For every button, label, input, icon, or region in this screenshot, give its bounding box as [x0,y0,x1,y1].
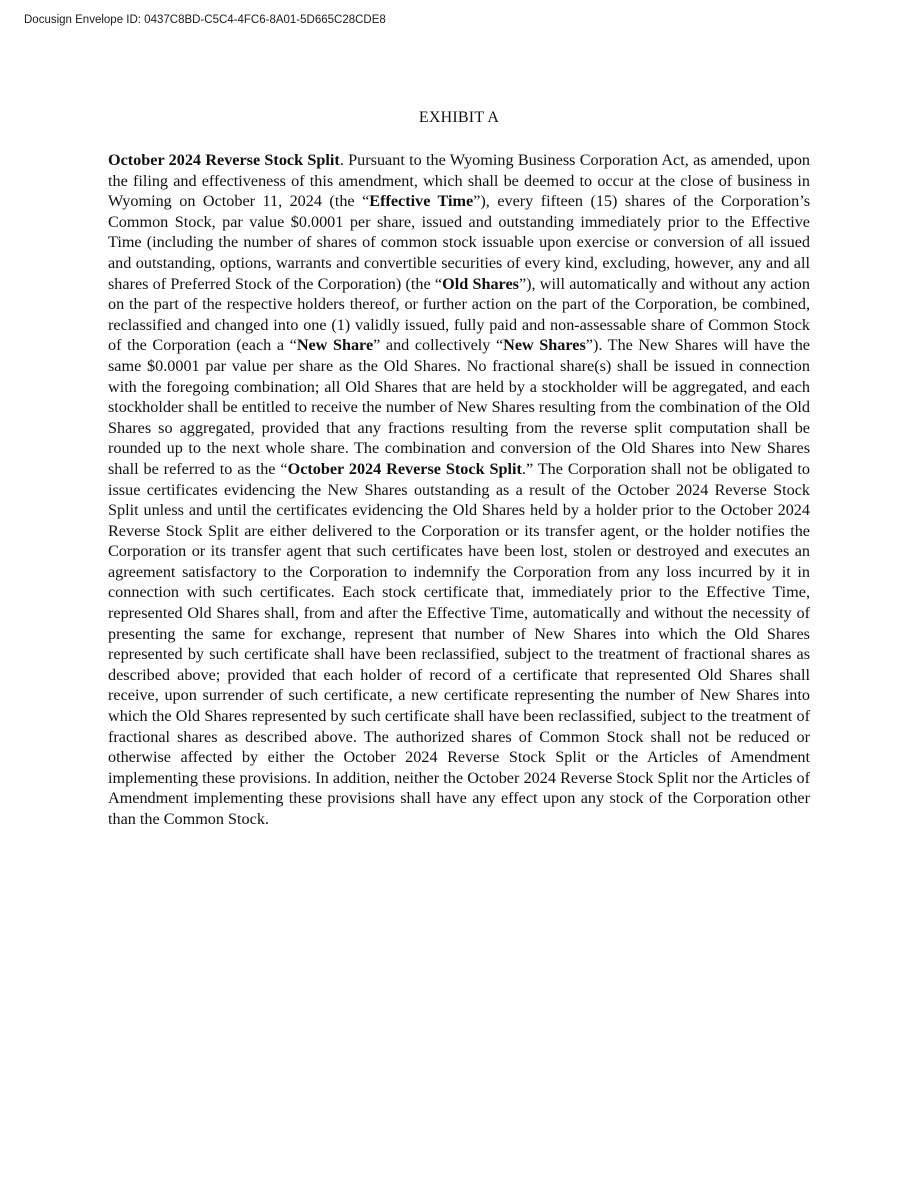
term-new-share: New Share [296,336,374,355]
reverse-split-paragraph [108,150,810,830]
term-old-shares: Old Shares [442,274,519,293]
exhibit-title: EXHIBIT A [418,109,500,126]
paragraph-heading: October 2024 Reverse Stock Split [108,151,340,169]
term-effective-time: Effective Time [369,192,474,211]
term-reverse-stock-split: October 2024 Reverse Stock Split [287,459,522,478]
paragraph-text-5: ”). The New Shares will have the same $0.0001 par value per share as the Old Shares. No fractional share(s) shall be issued in connection with the foregoing combination; all Old Shares that are held by a stockholder will be aggregated, and each stockholder shall be entitled to receive the number of New Shares resulting from the combination of the Old Shares so aggregated, provided that any fractions resulting from the reverse split computation shall be rounded up to the next whole share. The combination and conversion of the Old Shares into New Shares shall be referred to as the “ [108,336,810,478]
paragraph-text-2: ”), every fifteen (15) shares of the Corporation’s Common Stock, par value $0.0001 per share, issued and outstanding immediately prior to the Effective Time (including the number of shares of common stock issuable upon exercise or conversion of all issued and outstanding, options, warrants and convertible securities of every kind, excluding, however, any and all shares of Preferred Stock of the Corporation) (the “ [108,192,811,293]
docusign-envelope-id: Docusign Envelope ID: 0437C8BD-C5C4-4FC6-8A01-5D665C28CDE8 [24,14,386,26]
term-new-shares: New Shares [503,336,586,355]
paragraph-text-6: .” The Corporation shall not be obligated to issue certificates evidencing the New Shares outstanding as a result of the October 2024 Reverse Stock Split unless and until the certificates evidencing the Old Shares held by a holder prior to the October 2024 Reverse Stock Split are either delivered to the Corporation or its transfer agent, or the holder notifies the Corporation or its transfer agent that such certificates have been lost, stolen or destroyed and executes an agreement satisfactory to the Corporation to indemnify the Corporation from any loss incurred by it in connection with such certificates. Each stock certificate that, immediately prior to the Effective Time, represented Old Shares shall, from and after the Effective Time, automatically and without the necessity of presenting the same for exchange, represent that number of New Shares into which the Old Shares represented by such certificate shall have been reclassified, subject to the treatment of fractional shares as described above; provided that each holder of record of a certificate that represented Old Shares shall receive, upon surrender of such certificate, a new certificate representing the number of New Shares into which the Old Shares represented by such certificate shall have been reclassified, subject to the treatment of fractional shares as described above. The authorized shares of Common Stock shall not be reduced or otherwise affected by either the October 2024 Reverse Stock Split or the Articles of Amendment implementing these provisions. In addition, neither the October 2024 Reverse Stock Split nor the Articles of Amendment implementing these provisions shall have any effect upon any stock of the Corporation other than the Common Stock. [108,459,811,828]
paragraph-text-3: ”), will automatically and without any action on the part of the respective holders thereof, or further action on the part of the Corporation, be combined, reclassified and changed into one (1) validly issued, fully paid and non-assessable share of Common Stock of the Corporation (each a “ [108,274,810,355]
paragraph-text-1: . Pursuant to the Wyoming Business Corporation Act, as amended, upon the filing and effectiveness of this amendment, which shall be deemed to occur at the close of business in Wyoming on October 11, 2024 (the “ [108,151,811,211]
paragraph-text-4: ” and collectively “ [373,336,504,355]
